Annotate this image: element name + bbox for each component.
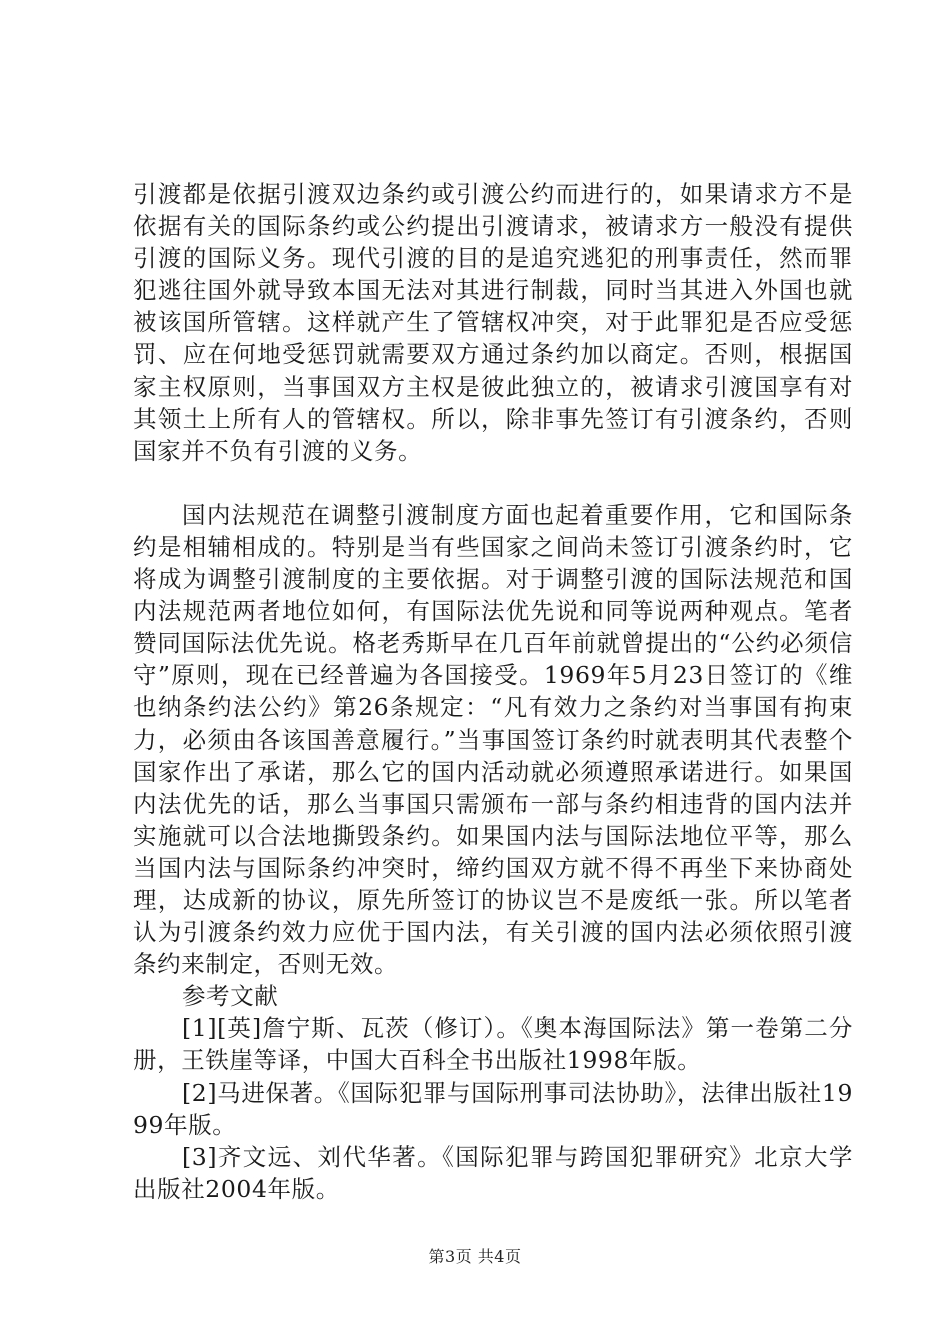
paragraph-extradition-treaty-basis: 引渡都是依据引渡双边条约或引渡公约而进行的，如果请求方不是依据有关的国际条约或公约提出引渡请求，被请求方一般没有提供引渡的国际义务。现代引渡的目的是追究逃犯的刑事责任，然而罪犯逃往国外就导致本国无法对其进行制裁，同时当其进入外国也就被该国所管辖。这样就产生了管辖权冲突，对于此罪犯是否应受惩罚、应在何地受惩罚就需要双方通过条约加以商定。否则，根据国家主权原则，当事国双方主权是彼此独立的，被请求引渡国享有对其领土上所有人的管辖权。所以，除非事先签订有引渡条约，否则国家并不负有引渡的义务。 bbox=[133, 180, 853, 465]
reference-item-2: [2]马进保著。《国际犯罪与国际刑事司法协助》，法律出版社1999年版。 bbox=[133, 1078, 853, 1139]
document-body bbox=[133, 178, 853, 1205]
paragraph-spacer bbox=[133, 467, 853, 499]
reference-item-1: [1][英]詹宁斯、瓦茨（修订）。《奥本海国际法》第一卷第二分册，王铁崖等译，中国大百科全书出版社1998年版。 bbox=[133, 1014, 853, 1075]
references-heading: 参考文献 bbox=[182, 982, 279, 1011]
reference-item-3: [3]齐文远、刘代华著。《国际犯罪与跨国犯罪研究》北京大学出版社2004年版。 bbox=[133, 1142, 853, 1203]
paragraph-domestic-law: 国内法规范在调整引渡制度方面也起着重要作用，它和国际条约是相辅相成的。特别是当有些国家之间尚未签订引渡条约时，它将成为调整引渡制度的主要依据。对于调整引渡的国际法规范和国内法规范两者地位如何，有国际法优先说和同等说两种观点。笔者赞同国际法优先说。格老秀斯早在几百年前就曾提出的“公约必须信守”原则，现在已经普遍为各国接受。1969年5月23日签订的《维也纳条约法公约》第26条规定：“凡有效力之条约对当事国有拘束力，必须由各该国善意履行。”当事国签订条约时就表明其代表整个国家作出了承诺，那么它的国内活动就必须遵照承诺进行。如果国内法优先的话，那么当事国只需颁布一部与条约相违背的国内法并实施就可以合法地撕毁条约。如果国内法与国际法地位平等，那么当国内法与国际条约冲突时，缔约国双方就不得不再坐下来协商处理，达成新的协议，原先所签订的协议岂不是废纸一张。所以笔者认为引渡条约效力应优于国内法，有关引渡的国内法必须依照引渡条约来制定，否则无效。 bbox=[133, 500, 853, 979]
page-footer: 第3页 共4页 bbox=[428, 1247, 522, 1266]
